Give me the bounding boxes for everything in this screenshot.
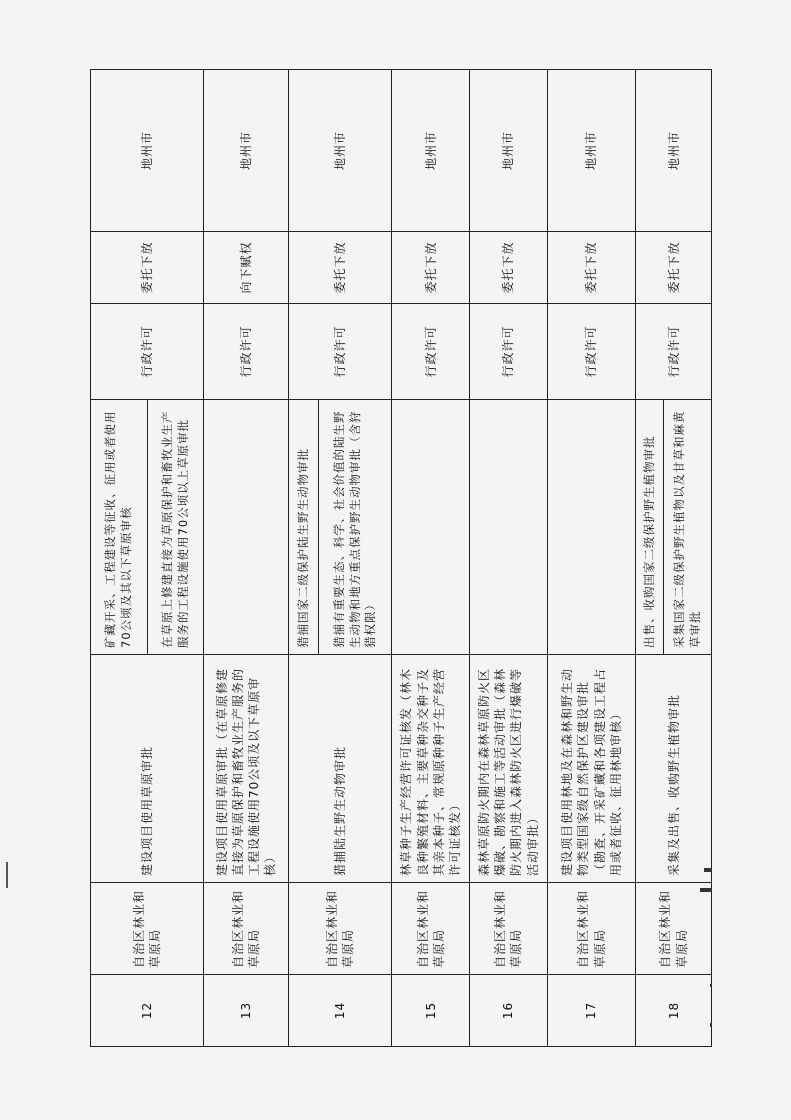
margin-mark: [6, 862, 8, 888]
permit-type-cell: 行政许可: [392, 304, 470, 400]
delegation-mode-cell: 向下赋权: [204, 232, 288, 304]
row-number: 13: [204, 975, 288, 1047]
permit-type-cell: 行政许可: [547, 304, 636, 400]
sub-item-row: [289, 400, 319, 654]
target-level-cell: 地州市: [547, 70, 636, 232]
item-name-cell: 林草种子生产经营许可证核发（林木良种繁殖材料、主要草种杂交种子及其亲本种子、常规原种种子生产经营许可证核发）: [392, 655, 470, 883]
department-cell: 自治区林业和草原局: [91, 883, 204, 975]
table-row: [204, 70, 288, 1047]
item-name-cell: 猎捕陆生野生动物审批: [288, 655, 392, 883]
department-cell: 自治区林业和草原局: [392, 883, 470, 975]
row-number: 16: [470, 975, 548, 1047]
target-level-cell: 地州市: [204, 70, 288, 232]
item-name-cell: 采集及出售、收购野生植物审批: [636, 655, 712, 883]
row-number: 12: [91, 975, 204, 1047]
sub-item-cell: [288, 400, 392, 655]
delegation-mode-cell: 委托下放: [288, 232, 392, 304]
target-level-cell: 地州市: [470, 70, 548, 232]
permit-type-cell: 行政许可: [636, 304, 712, 400]
permit-table: [90, 69, 712, 1047]
sub-item-row: [636, 400, 664, 654]
sub-item-list: [289, 400, 392, 654]
sub-item-text: 矿藏开采、工程建设等征收、征用或者使用70公顷及其以下草原审核: [103, 410, 133, 648]
rotated-document: [90, 70, 712, 1047]
sub-item-cell: [547, 400, 636, 655]
table-row: [288, 70, 392, 1047]
sub-item-row: [147, 400, 203, 654]
delegation-mode-cell: 委托下放: [547, 232, 636, 304]
row-number: 17: [547, 975, 636, 1047]
sub-item-text: 出售、收购国家二级保护野生植物审批: [642, 435, 657, 648]
table-row: [547, 70, 636, 1047]
sub-item-row: [319, 400, 392, 654]
sub-item-cell: [204, 400, 288, 655]
table-row: [470, 70, 548, 1047]
sub-item-cell: [470, 400, 548, 655]
target-level-cell: 地州市: [392, 70, 470, 232]
scan-marks: [696, 70, 712, 1047]
delegation-mode-cell: 委托下放: [636, 232, 712, 304]
item-name-cell: 森林草原防火期内在森林草原防火区爆破、勘察和施工等活动审批（森林防火期内进入森林防火区进行爆破等活动审批）: [470, 655, 548, 883]
sub-item-text: 在草原上修建直接为草原保护和畜牧业生产服务的工程设施使用70公顷以上草原审批: [147, 400, 203, 654]
row-number: 15: [392, 975, 470, 1047]
department-cell: 自治区林业和草原局: [288, 883, 392, 975]
item-name-cell: 建设项目使用林地及在森林和野生动物类型国家级自然保护区建设审批（勘查、开采矿藏和各项建设工程占用或者征收、征用林地审核）: [547, 655, 636, 883]
department-cell: 自治区林业和草原局: [204, 883, 288, 975]
delegation-mode-cell: 委托下放: [91, 232, 204, 304]
department-cell: 自治区林业和草原局: [470, 883, 548, 975]
item-name-cell: 建设项目使用草原审批（在草原修建直接为草原保护和畜牧业生产服务的工程设施使用70公顷及以下草原审核）: [204, 655, 288, 883]
sub-item-text: 猎捕国家二级保护陆生野生动物审批: [295, 448, 310, 648]
target-level-cell: 地州市: [636, 70, 712, 232]
table-row: [392, 70, 470, 1047]
delegation-mode-cell: 委托下放: [392, 232, 470, 304]
item-name-cell: 建设项目使用草原审批: [91, 655, 204, 883]
sub-item-list: [91, 400, 203, 654]
sub-item-cell: [392, 400, 470, 655]
scan-mark: [700, 888, 712, 892]
row-number: 14: [288, 975, 392, 1047]
permit-type-cell: 行政许可: [91, 304, 204, 400]
target-level-cell: 地州市: [91, 70, 204, 232]
department-cell: 自治区林业和草原局: [636, 883, 712, 975]
permit-type-cell: 行政许可: [288, 304, 392, 400]
sub-item-text: 采集国家二级保护野生植物以及甘草和麻黄草审批: [664, 400, 711, 654]
sub-item-row: [91, 400, 147, 654]
scan-mark: [710, 1023, 712, 1027]
delegation-mode-cell: 委托下放: [470, 232, 548, 304]
scan-mark: [704, 868, 712, 872]
department-cell: 自治区林业和草原局: [547, 883, 636, 975]
target-level-cell: 地州市: [288, 70, 392, 232]
table-row: [91, 70, 204, 1047]
sub-item-text: 猎捕有重要生态、科学、社会价值的陆生野生动物和地方重点保护野生动物审批（含狩猎权限）: [319, 400, 392, 654]
permit-type-cell: 行政许可: [204, 304, 288, 400]
scan-mark: [710, 984, 712, 987]
permit-type-cell: 行政许可: [470, 304, 548, 400]
row-number: 18: [636, 975, 712, 1047]
sub-item-cell: [91, 400, 204, 655]
